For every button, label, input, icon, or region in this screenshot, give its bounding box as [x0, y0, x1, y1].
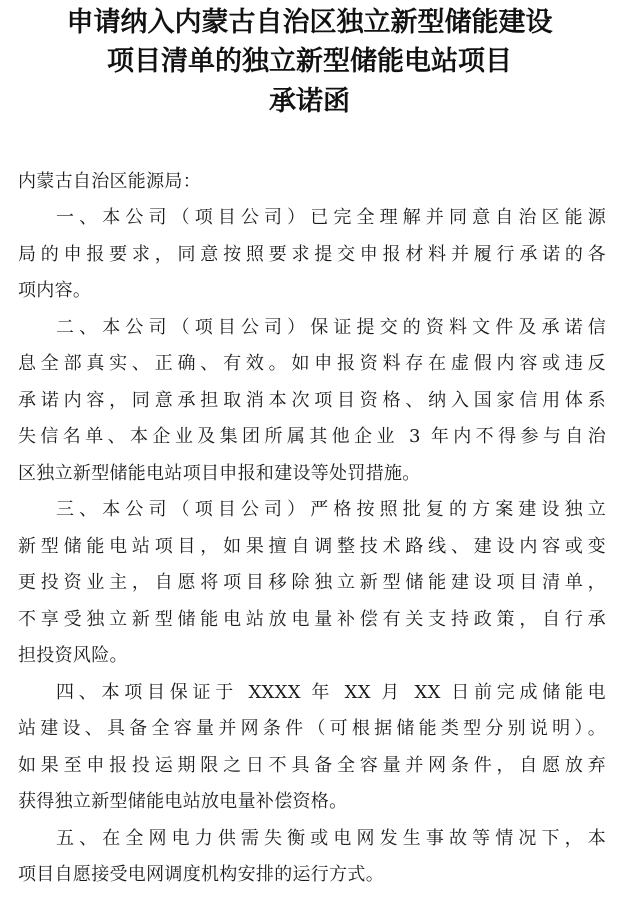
paragraph-2-line-1: 二、本公司（项目公司）保证提交的资料文件及承诺信	[56, 317, 606, 338]
salutation: 内蒙古自治区能源局：	[18, 171, 201, 192]
paragraph-4-line-1: 四、本项目保证于 XXXX 年 XX 月 XX 日前完成储能电	[56, 682, 606, 703]
paragraph-4-line-2: 站建设、具备全容量并网条件（可根据储能类型分别说明）。	[18, 718, 606, 739]
paragraph-5-line-2: 项目自愿接受电网调度机构安排的运行方式。	[18, 864, 384, 885]
paragraph-5-line-1: 五、在全网电力供需失衡或电网发生事故等情况下，本	[56, 828, 606, 849]
document-title-line-1: 申请纳入内蒙古自治区独立新型储能建设	[66, 7, 553, 38]
paragraph-1-line-1: 一、本公司（项目公司）已完全理解并同意自治区能源	[56, 207, 606, 228]
paragraph-1-line-2: 局的申报要求，同意按照要求提交申报材料并履行承诺的各	[18, 244, 606, 265]
paragraph-3-line-4: 不享受独立新型储能电站放电量补偿有关支持政策，自行承	[18, 609, 606, 630]
paragraph-4-line-4: 获得独立新型储能电站放电量补偿资格。	[18, 791, 348, 812]
paragraph-2-line-3: 承诺内容，同意承担取消本次项目资格、纳入国家信用体系	[18, 390, 606, 411]
paragraph-2-line-2: 息全部真实、正确、有效。如申报资料存在虚假内容或违反	[18, 353, 606, 374]
paragraph-3-line-3: 更投资业主，自愿将项目移除独立新型储能建设项目清单，	[18, 572, 606, 593]
paragraph-3-line-1: 三、本公司（项目公司）严格按照批复的方案建设独立	[56, 499, 606, 520]
paragraph-3-line-2: 新型储能电站项目，如果擅自调整技术路线、建设内容或变	[18, 536, 606, 557]
paragraph-1-line-3: 项内容。	[18, 280, 92, 301]
paragraph-4-line-3: 如果至申报投运期限之日不具备全容量并网条件，自愿放弃	[18, 755, 606, 776]
paragraph-2-line-5: 区独立新型储能电站项目申报和建设等处罚措施。	[18, 463, 421, 484]
document-title-line-3: 承诺函	[269, 86, 350, 117]
paragraph-2-line-4: 失信名单、本企业及集团所属其他企业 3 年内不得参与自治	[18, 426, 606, 447]
document-title-line-2: 项目清单的独立新型储能电站项目	[107, 46, 512, 77]
paragraph-3-line-5: 担投资风险。	[18, 645, 128, 666]
